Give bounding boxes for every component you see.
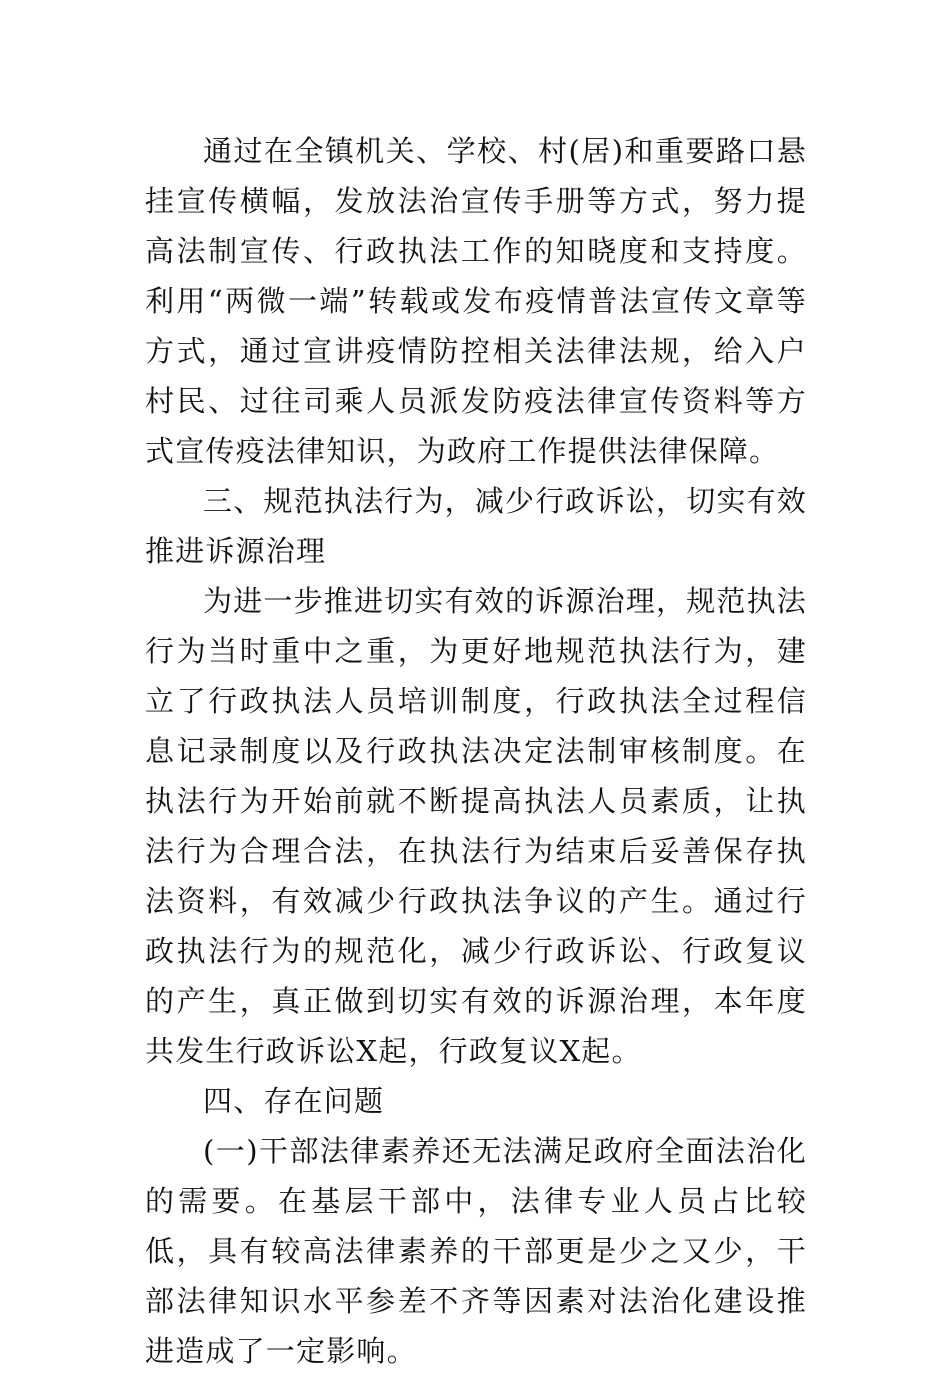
- section-heading-four: 四、存在问题: [203, 1084, 385, 1118]
- paragraph-enforcement: 为进一步推进切实有效的诉源治理，规范执法行为当时重中之重，为更好地规范执法行为，建立了行政执法人员培训制度，行政执法全过程信息记录制度以及行政执法决定法制审核制度。在执法行为开始前就不断提高执法人员素质，让执法行为合理合法，在执法行为结束后妥善保存执法资料，有效减少行政执法争议的产生。通过行政执法行为的规范化，减少行政诉讼、行政复议的产生，真正做到切实有效的诉源治理，本年度共发生行政诉讼X起，行政复议X起。: [145, 584, 808, 1068]
- paragraph-publicity: 通过在全镇机关、学校、村(居)和重要路口悬挂宣传横幅，发放法治宣传手册等方式，努力提高法制宣传、行政执法工作的知晓度和支持度。利用“两微一端”转载或发布疫情普法宣传文章等方式，通过宣讲疫情防控相关法律法规，给入户村民、过往司乘人员派发防疫法律宣传资料等方式宣传疫法律知识，为政府工作提供法律保障。: [145, 134, 807, 468]
- section-heading-three: 三、规范执法行为，减少行政诉讼，切实有效推进诉源治理: [145, 484, 808, 568]
- document-body: [145, 126, 807, 1376]
- paragraph-problem-one: (一)干部法律素养还无法满足政府全面法治化的需要。在基层干部中，法律专业人员占比较低，具有较高法律素养的干部更是少之又少，干部法律知识水平参差不齐等因素对法治化建设推进造成了一定影响。: [145, 1134, 807, 1368]
